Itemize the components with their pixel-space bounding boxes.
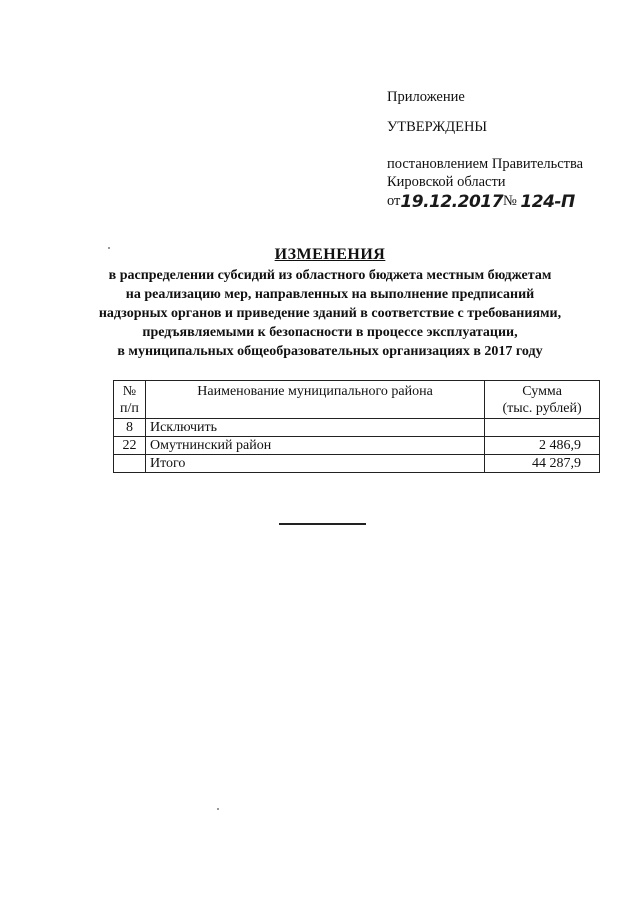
header-sum-line1: Сумма bbox=[522, 384, 562, 399]
table-row bbox=[114, 437, 600, 455]
title-line-4: предъявляемыми к безопасности в процессе эксплуатации, bbox=[142, 325, 518, 340]
header-sum bbox=[485, 381, 600, 419]
number-prefix: № bbox=[502, 193, 517, 209]
resolution-line-2: Кировской области bbox=[387, 174, 506, 190]
row-district-name: Омутнинский район bbox=[145, 437, 484, 455]
row-sum: 44 287,9 bbox=[485, 455, 600, 473]
row-district-name: Исключить bbox=[145, 419, 484, 437]
document-title bbox=[60, 245, 600, 361]
scan-speck bbox=[108, 247, 110, 249]
header-district-name: Наименование муниципального района bbox=[145, 381, 484, 419]
handwritten-number: 124-П bbox=[520, 192, 575, 212]
title-line-1: в распределении субсидий из областного бюджета местным бюджетам bbox=[108, 268, 552, 283]
title-line-2: на реализацию мер, направленных на выполнение предписаний bbox=[125, 287, 535, 302]
title-heading: ИЗМЕНЕНИЯ bbox=[274, 246, 386, 263]
header-sum-line2: (тыс. рублей) bbox=[502, 401, 582, 416]
row-sum bbox=[485, 419, 600, 437]
table-row-total bbox=[114, 455, 600, 473]
date-prefix: от bbox=[387, 193, 401, 209]
approval-stamp-block bbox=[387, 88, 617, 210]
table-row bbox=[114, 419, 600, 437]
resolution-line-1: постановлением Правительства bbox=[387, 156, 584, 172]
title-line-5: в муниципальных общеобразовательных организациях в 2017 году bbox=[117, 344, 543, 359]
handwritten-date: 19.12.2017 bbox=[400, 192, 503, 212]
end-of-document-line bbox=[279, 523, 366, 525]
header-number bbox=[114, 381, 146, 419]
table-header-row bbox=[114, 381, 600, 419]
appendix-label: Приложение bbox=[387, 89, 465, 105]
row-district-name: Итого bbox=[145, 455, 484, 473]
row-sum: 2 486,9 bbox=[485, 437, 600, 455]
row-number: 22 bbox=[114, 437, 146, 455]
row-number bbox=[114, 455, 146, 473]
scan-speck bbox=[217, 808, 219, 810]
header-number-line1: № bbox=[122, 384, 137, 399]
approved-label: УТВЕРЖДЕНЫ bbox=[387, 119, 488, 135]
row-number: 8 bbox=[114, 419, 146, 437]
title-line-3: надзорных органов и приведение зданий в соответствие с требованиями, bbox=[98, 306, 562, 321]
subsidy-table bbox=[113, 380, 600, 473]
header-number-line2: п/п bbox=[120, 401, 139, 416]
resolution-date-line bbox=[387, 191, 617, 210]
